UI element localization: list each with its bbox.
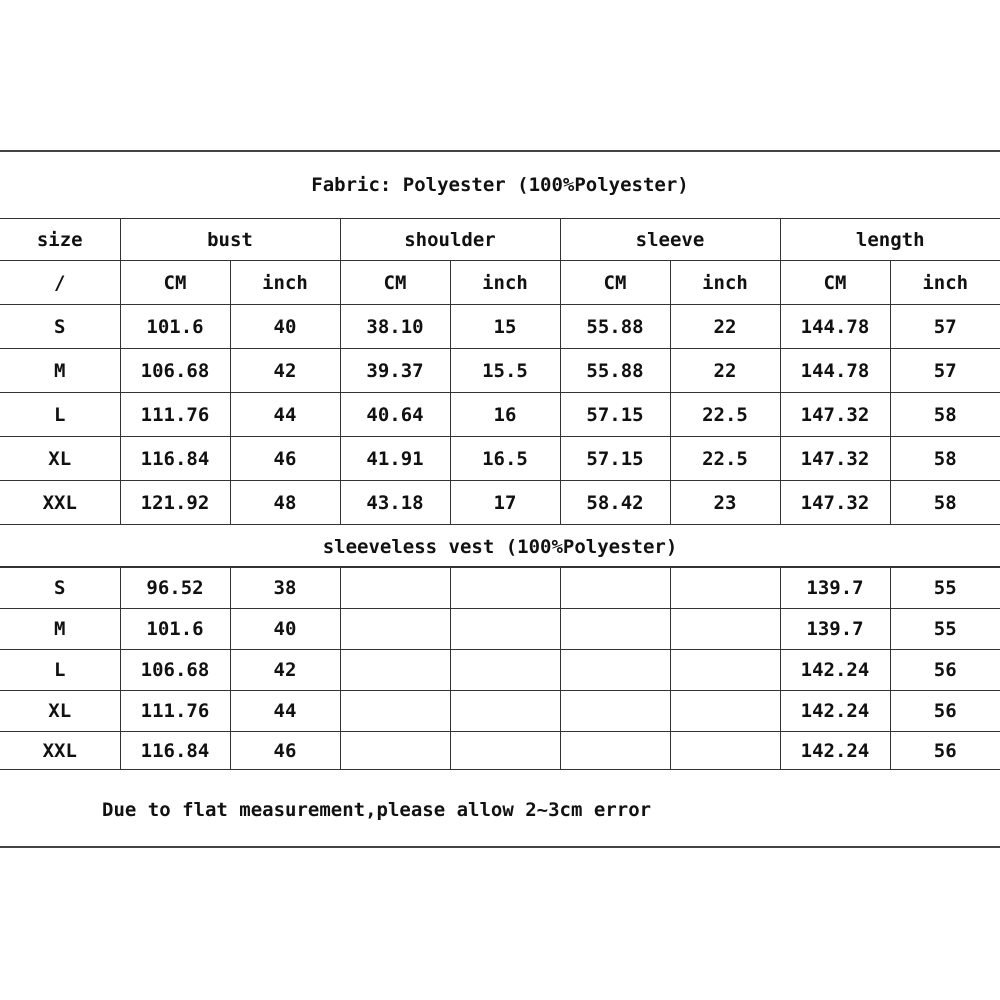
sleeve-cm-cell: 57.15	[560, 393, 670, 437]
size-cell: L	[0, 650, 120, 691]
sleeve-inch-cell: 22.5	[670, 437, 780, 481]
sleeve-cm-cell: 55.88	[560, 349, 670, 393]
shoulder-inch-header: inch	[450, 261, 560, 305]
empty-cell	[670, 568, 780, 609]
shoulder-cm-header: CM	[340, 261, 450, 305]
empty-cell	[450, 732, 560, 770]
length-cm-cell: 139.7	[780, 609, 890, 650]
length-cm-cell: 144.78	[780, 305, 890, 349]
vest-title: sleeveless vest (100%Polyester)	[0, 527, 1000, 567]
slash-header: /	[0, 261, 120, 305]
measurement-note: Due to flat measurement,please allow 2~3cm error	[102, 798, 652, 821]
table-row	[0, 650, 1000, 691]
table-row	[0, 481, 1000, 525]
bust-cm-header: CM	[120, 261, 230, 305]
size-cell: XXL	[0, 732, 120, 770]
length-cm-cell: 142.24	[780, 732, 890, 770]
length-inch-cell: 57	[890, 305, 1000, 349]
empty-cell	[670, 691, 780, 732]
sleeve-header: sleeve	[560, 219, 780, 261]
shoulder-cm-cell: 39.37	[340, 349, 450, 393]
shoulder-inch-cell: 17	[450, 481, 560, 525]
fabric-title: Fabric: Polyester (100%Polyester)	[311, 174, 689, 196]
table-row	[0, 305, 1000, 349]
sleeve-cm-cell: 58.42	[560, 481, 670, 525]
empty-cell	[340, 732, 450, 770]
empty-cell	[670, 650, 780, 691]
length-cm-cell: 142.24	[780, 650, 890, 691]
bust-inch-cell: 46	[230, 437, 340, 481]
length-inch-cell: 55	[890, 568, 1000, 609]
empty-cell	[560, 732, 670, 770]
empty-cell	[450, 609, 560, 650]
bust-inch-cell: 42	[230, 650, 340, 691]
size-cell: XL	[0, 691, 120, 732]
empty-cell	[670, 609, 780, 650]
length-inch-cell: 57	[890, 349, 1000, 393]
bust-cm-cell: 116.84	[120, 437, 230, 481]
bust-inch-cell: 40	[230, 609, 340, 650]
table-row	[0, 349, 1000, 393]
shoulder-inch-cell: 16	[450, 393, 560, 437]
table-row	[0, 568, 1000, 609]
shoulder-cm-cell: 40.64	[340, 393, 450, 437]
length-cm-cell: 142.24	[780, 691, 890, 732]
bust-cm-cell: 106.68	[120, 650, 230, 691]
bust-cm-cell: 101.6	[120, 305, 230, 349]
bust-cm-cell: 111.76	[120, 691, 230, 732]
sleeve-cm-cell: 55.88	[560, 305, 670, 349]
table-row	[0, 691, 1000, 732]
bust-header: bust	[120, 219, 340, 261]
bust-cm-cell: 111.76	[120, 393, 230, 437]
length-cm-header: CM	[780, 261, 890, 305]
sleeve-cm-cell: 57.15	[560, 437, 670, 481]
bust-cm-cell: 101.6	[120, 609, 230, 650]
empty-cell	[340, 609, 450, 650]
bust-inch-header: inch	[230, 261, 340, 305]
length-cm-cell: 147.32	[780, 393, 890, 437]
length-inch-cell: 58	[890, 437, 1000, 481]
length-inch-header: inch	[890, 261, 1000, 305]
empty-cell	[340, 650, 450, 691]
table-row	[0, 609, 1000, 650]
bust-inch-cell: 42	[230, 349, 340, 393]
bust-cm-cell: 106.68	[120, 349, 230, 393]
bust-inch-cell: 48	[230, 481, 340, 525]
shoulder-inch-cell: 16.5	[450, 437, 560, 481]
length-inch-cell: 56	[890, 732, 1000, 770]
size-cell: S	[0, 305, 120, 349]
empty-cell	[450, 568, 560, 609]
bust-cm-cell: 96.52	[120, 568, 230, 609]
sleeve-cm-header: CM	[560, 261, 670, 305]
size-cell: XL	[0, 437, 120, 481]
size-cell: M	[0, 349, 120, 393]
size-cell: M	[0, 609, 120, 650]
shoulder-inch-cell: 15.5	[450, 349, 560, 393]
length-header: length	[780, 219, 1000, 261]
empty-cell	[340, 691, 450, 732]
size-cell: S	[0, 568, 120, 609]
empty-cell	[450, 691, 560, 732]
empty-cell	[560, 568, 670, 609]
shoulder-cm-cell: 43.18	[340, 481, 450, 525]
length-cm-cell: 147.32	[780, 437, 890, 481]
empty-cell	[560, 609, 670, 650]
empty-cell	[670, 732, 780, 770]
empty-cell	[450, 650, 560, 691]
length-cm-cell: 144.78	[780, 349, 890, 393]
measurement-header-row	[0, 219, 1000, 261]
bust-cm-cell: 116.84	[120, 732, 230, 770]
size-cell: XXL	[0, 481, 120, 525]
size-chart	[0, 150, 1000, 848]
bust-inch-cell: 40	[230, 305, 340, 349]
length-cm-cell: 139.7	[780, 568, 890, 609]
unit-header-row	[0, 261, 1000, 305]
empty-cell	[560, 691, 670, 732]
shoulder-header: shoulder	[340, 219, 560, 261]
jacket-size-table	[0, 218, 1000, 525]
shoulder-cm-cell: 38.10	[340, 305, 450, 349]
bust-inch-cell: 46	[230, 732, 340, 770]
table-row	[0, 732, 1000, 770]
vest-size-table	[0, 567, 1000, 770]
shoulder-inch-cell: 15	[450, 305, 560, 349]
empty-cell	[560, 650, 670, 691]
bust-inch-cell: 38	[230, 568, 340, 609]
length-cm-cell: 147.32	[780, 481, 890, 525]
sleeve-inch-cell: 22	[670, 305, 780, 349]
bust-inch-cell: 44	[230, 691, 340, 732]
size-cell: L	[0, 393, 120, 437]
length-inch-cell: 58	[890, 481, 1000, 525]
empty-cell	[340, 568, 450, 609]
sleeve-inch-cell: 22	[670, 349, 780, 393]
length-inch-cell: 55	[890, 609, 1000, 650]
sleeve-inch-cell: 22.5	[670, 393, 780, 437]
sleeve-inch-header: inch	[670, 261, 780, 305]
length-inch-cell: 58	[890, 393, 1000, 437]
sleeve-inch-cell: 23	[670, 481, 780, 525]
bust-cm-cell: 121.92	[120, 481, 230, 525]
table-row	[0, 437, 1000, 481]
size-header: size	[0, 219, 120, 261]
length-inch-cell: 56	[890, 650, 1000, 691]
length-inch-cell: 56	[890, 691, 1000, 732]
table-row	[0, 393, 1000, 437]
bust-inch-cell: 44	[230, 393, 340, 437]
shoulder-cm-cell: 41.91	[340, 437, 450, 481]
